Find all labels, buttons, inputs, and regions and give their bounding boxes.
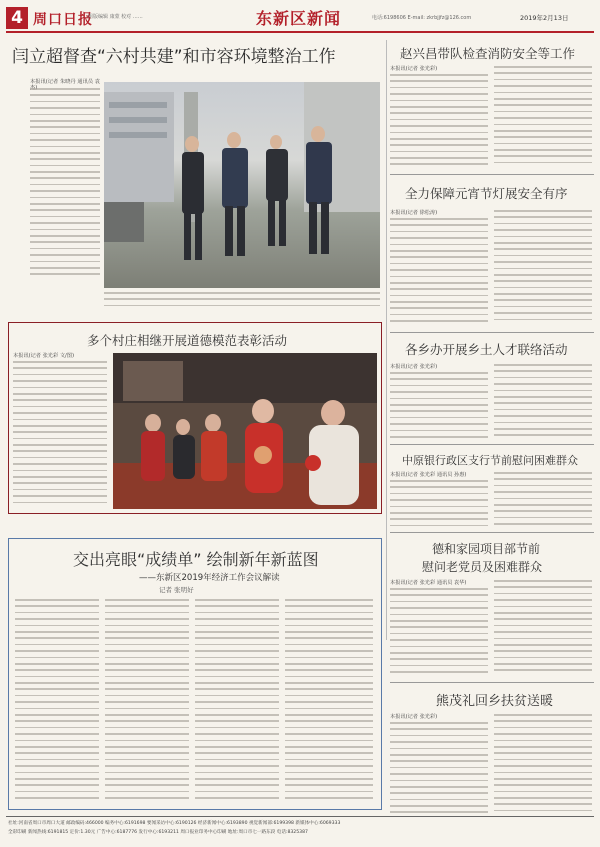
article-byline: 本报讯(记者 张光彩 通讯员 孙惠) (390, 472, 467, 478)
section-rule (390, 532, 594, 533)
headline: 闫立超督查“六村共建”和市容环境整治工作 (12, 47, 336, 67)
article-body (105, 599, 189, 803)
article-byline: 本报讯(记者 张光彩) (390, 66, 438, 72)
article-body (195, 599, 279, 803)
article-byline: 本报讯(记者 张光彩 通讯员 袁华) (390, 580, 467, 586)
issue-date: 2019年2月13日 (520, 14, 569, 22)
masthead (0, 0, 600, 34)
article-body (15, 599, 99, 803)
article-body (494, 472, 592, 528)
section-rule (390, 174, 594, 175)
article-body (494, 66, 592, 170)
section-rule (390, 332, 594, 333)
article-body (494, 364, 592, 440)
article-body (494, 580, 592, 678)
article-body-below-photo (104, 292, 380, 312)
ceremony-photo (113, 353, 377, 509)
headline-line-2: 慰问老党员及困难群众 (422, 560, 543, 574)
page-number-badge: 4 (6, 7, 28, 29)
section-title: 东新区新闻 (256, 9, 342, 28)
article-body (30, 88, 100, 276)
header-contact: 电话:6198606 E-mail: zkrbjjfz@126.com (372, 15, 472, 21)
footer (0, 816, 600, 847)
footer-line-2: 全彩印刷 新闻热线:6191815 定价:1.30元 广告中心:6187776 发行中心:6193211 周口报业印务中心印刷 地址:周口市七一路东段 电话:8325387 (8, 830, 308, 835)
article-body (390, 74, 488, 170)
headline: 全力保障元宵节灯展安全有序 (405, 186, 568, 201)
header-small-text: 组版编辑 康蒙 校对 …… (88, 14, 143, 20)
article-body (390, 480, 488, 528)
footer-rule (6, 816, 594, 817)
article-byline: 记者 张明好 (159, 586, 194, 594)
article-byline: 本报讯(记者 张光彩 文/图) (13, 353, 74, 359)
article-body (13, 361, 107, 507)
column-divider (386, 40, 387, 640)
section-rule (390, 444, 594, 445)
headline: 多个村庄相继开展道德模范表彰活动 (87, 333, 288, 348)
article-byline: 本报讯(记者 徐松涛) (390, 210, 438, 216)
headline: 交出亮眼“成绩单” 绘制新年新蓝图 (73, 550, 319, 569)
article-body (494, 210, 592, 328)
masthead-rule (6, 31, 594, 33)
officials-photo (104, 82, 380, 288)
article-body (390, 218, 488, 328)
article-body (390, 588, 488, 678)
footer-line-1: 社址:河南省周口市周口大道 邮政编码:466000 编务中心:6191698 要闻采访中心:6190126 经济新闻中心:6193890 视觉新闻部:6199398 新媒体中心:6069333 (8, 821, 341, 826)
headline: 各乡办开展乡土人才联络活动 (405, 342, 568, 357)
section-rule (390, 682, 594, 683)
article-moral-models (8, 322, 382, 514)
article-byline: 本报讯(记者 朱晓丹 通讯员 袁 (30, 79, 100, 85)
article-economic-blueprint (8, 538, 382, 810)
headline: 中原银行政区支行节前慰问困难群众 (402, 454, 578, 467)
article-body (390, 722, 488, 818)
headline: 熊茂礼回乡扶贫送暖 (436, 694, 554, 709)
article-body (390, 372, 488, 440)
subheadline: ——东新区2019年经济工作会议解读 (139, 573, 280, 583)
article-byline: 本报讯(记者 张光彩) (390, 364, 438, 370)
paper-logo: 周口日报 (33, 12, 93, 28)
article-byline: 本报讯(记者 张光彩) (390, 714, 438, 720)
article-body (494, 714, 592, 818)
article-body (285, 599, 373, 803)
headline-line-1: 德和家园项目部节前 (432, 542, 541, 556)
headline: 赵兴昌带队检查消防安全等工作 (400, 46, 576, 61)
